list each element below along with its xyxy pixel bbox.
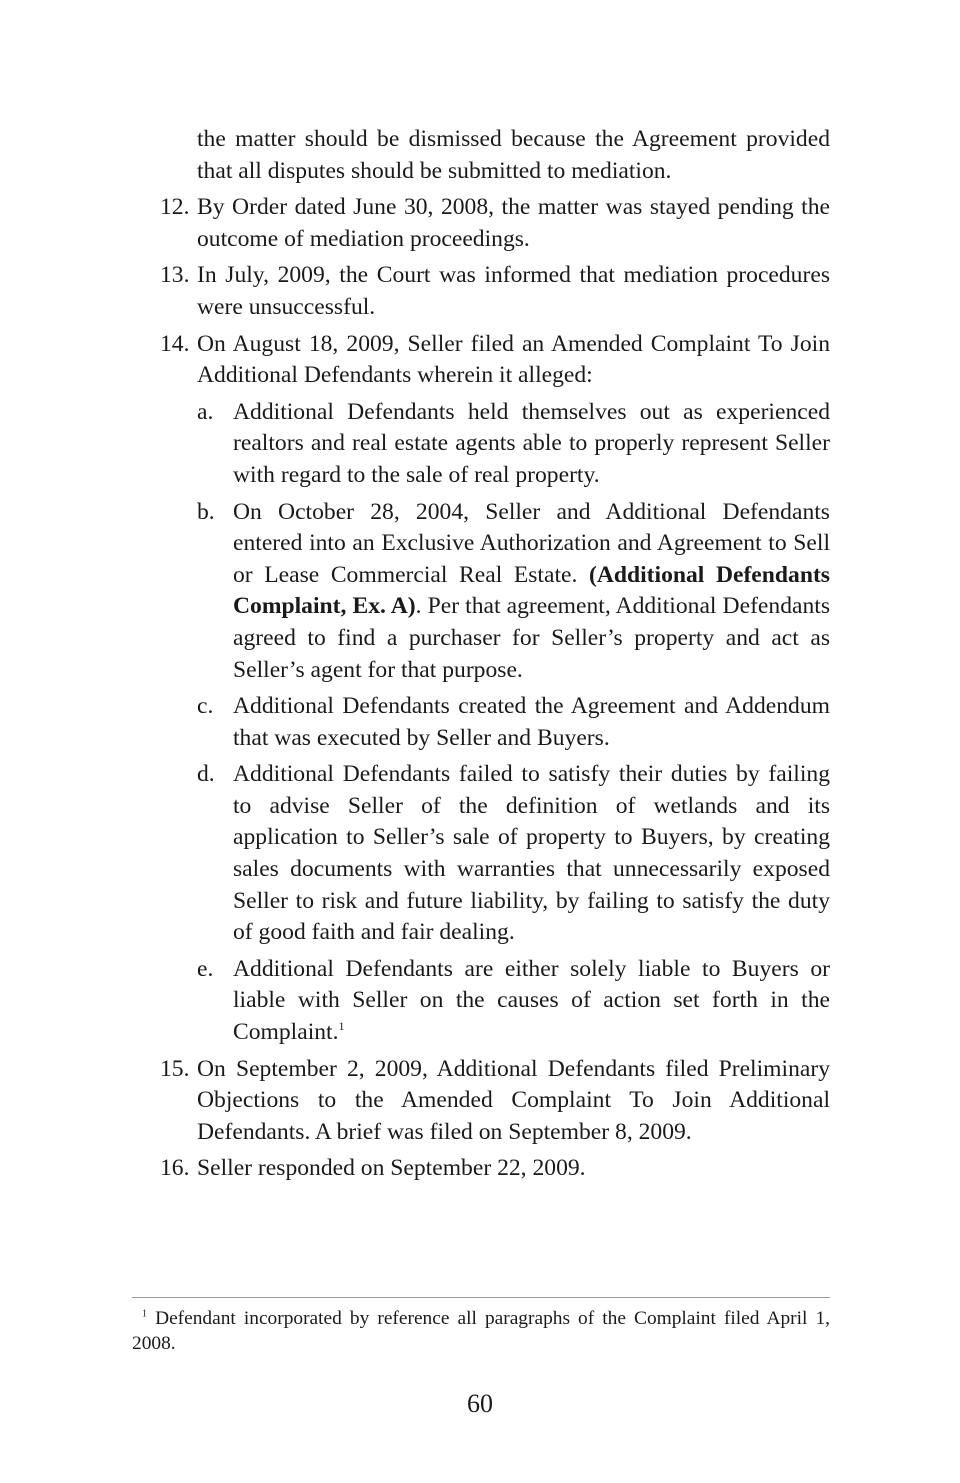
subparagraph-text: On October 28, 2004, Seller and Additional Defendants entered into an Exclusive Authorization and Agreement to Sell or Lease Commercial Real Estate. <box>233 498 830 588</box>
paragraph-12 <box>160 192 830 255</box>
paragraph-text: In July, 2009, the Court was informed that mediation procedures were unsuccessful. <box>197 262 830 320</box>
subparagraph-letter: d. <box>197 761 215 788</box>
paragraph-text: By Order dated June 30, 2008, the matter was stayed pending the outcome of mediation proceedings. <box>197 194 830 252</box>
subparagraph-letter: e. <box>197 955 214 982</box>
footnote-text: Defendant incorporated by reference all paragraphs of the Complaint filed April 1, 2008. <box>132 1308 830 1354</box>
page-number: 60 <box>467 1389 493 1418</box>
subparagraph-text: Additional Defendants held themselves out as experienced realtors and real estate agents able to properly represent Seller with regard to the sale of real property. <box>233 398 830 488</box>
paragraph-number: 14. <box>160 330 190 357</box>
subparagraph-text: Additional Defendants are either solely liable to Buyers or liable with Seller on the causes of action set forth in the Complaint. <box>233 955 830 1046</box>
paragraph-number: 12. <box>160 194 190 221</box>
subparagraph-text-continued: . Per that agreement, Additional Defendants agreed to find a purchaser for Seller’s property and act as Seller’s agent for that purpose. <box>233 593 831 683</box>
paragraph-15 <box>160 1054 830 1149</box>
paragraph-text: On September 2, 2009, Additional Defendants filed Preliminary Objections to the Amended Complaint To Join Additional Defendants. A brief was filed on September 8, 2009. <box>197 1055 830 1145</box>
paragraph-text: Seller responded on September 22, 2009. <box>197 1155 586 1182</box>
exhibit-citation: (Additional Defendants Complaint, Ex. A) <box>233 561 830 620</box>
subparagraph-d <box>160 759 830 949</box>
body-text <box>160 124 830 1190</box>
paragraph-number: 15. <box>160 1055 190 1082</box>
footnote-reference[interactable]: 1 <box>338 1019 345 1034</box>
paragraph-14 <box>160 329 830 392</box>
subparagraph-letter: c. <box>197 693 214 720</box>
subparagraph-e <box>160 954 830 1049</box>
paragraph-number: 16. <box>160 1155 190 1182</box>
paragraph-13 <box>160 260 830 323</box>
subparagraph-c <box>160 691 830 754</box>
footnote <box>132 1306 830 1356</box>
subparagraph-a <box>160 397 830 492</box>
subparagraph-letter: a. <box>197 398 214 425</box>
subparagraph-b <box>160 497 830 687</box>
subparagraph-text: Additional Defendants created the Agreement and Addendum that was executed by Seller and Buyers. <box>233 693 830 751</box>
paragraph-number: 13. <box>160 262 190 289</box>
footnote-divider <box>132 1297 830 1298</box>
footnote-marker: 1 <box>142 1308 147 1320</box>
subparagraph-letter: b. <box>197 498 215 525</box>
paragraph-16 <box>160 1153 830 1185</box>
continuation-text: the matter should be dismissed because the Agreement provided that all disputes should be submitted to mediation. <box>197 126 830 184</box>
subparagraph-text: Additional Defendants failed to satisfy their duties by failing to advise Seller of the definition of wetlands and its application to Seller’s sale of property to Buyers, by creating sales documents with warranties that unnecessarily exposed Seller to risk and future liability, by failing to satisfy the duty of good faith and fair dealing. <box>233 761 830 946</box>
paragraph-text: On August 18, 2009, Seller filed an Amended Complaint To Join Additional Defendants wherein it alleged: <box>197 330 830 389</box>
continuation-paragraph <box>160 124 830 187</box>
